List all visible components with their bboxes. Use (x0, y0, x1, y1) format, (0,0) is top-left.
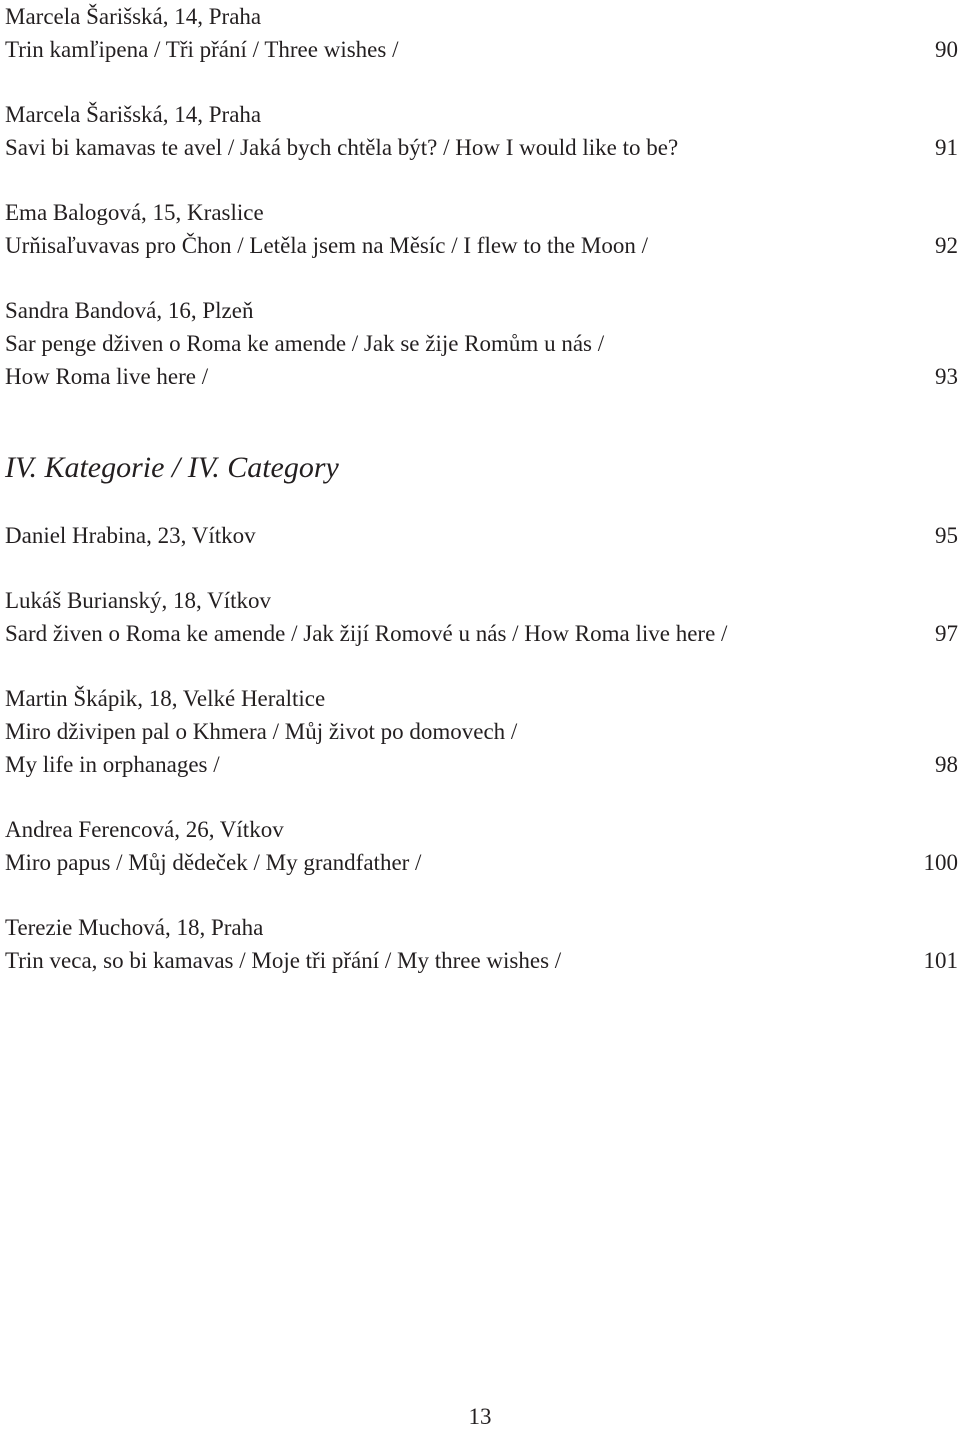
entry-author-line (5, 0, 958, 33)
toc-entry (5, 584, 958, 650)
entry-page-number: 98 (935, 752, 958, 777)
entry-author: Martin Škápik, 18, Velké Heraltice (5, 686, 326, 711)
entry-title-line (5, 846, 958, 879)
entry-author: Daniel Hrabina, 23, Vítkov (5, 523, 256, 548)
entry-page-number: 90 (935, 37, 958, 62)
entry-author: Ema Balogová, 15, Kraslice (5, 200, 264, 225)
entry-title: Trin veca, so bi kamavas / Moje tři přání / My three wishes / (5, 948, 562, 973)
entry-title-line (5, 360, 958, 393)
toc-entry (5, 813, 958, 879)
toc-entry (5, 98, 958, 164)
entry-title: Sard živen o Roma ke amende / Jak žijí Romové u nás / How Roma live here / (5, 621, 728, 646)
entry-page-number: 97 (935, 621, 958, 646)
toc-entry (5, 0, 958, 66)
entry-title-line (5, 33, 958, 66)
entry-author: Marcela Šarišská, 14, Praha (5, 4, 262, 29)
entry-author: Sandra Bandová, 16, Plzeň (5, 298, 254, 323)
entry-author-line (5, 294, 958, 327)
entry-author: Andrea Ferencová, 26, Vítkov (5, 817, 284, 842)
entry-title: Urňisaľuvavas pro Čhon / Letěla jsem na Měsíc / I flew to the Moon / (5, 233, 648, 258)
entry-author: Terezie Muchová, 18, Praha (5, 915, 264, 940)
entry-page-number: 92 (935, 233, 958, 258)
entry-author: Lukáš Buriansk‎ý, 18, Vítkov (5, 588, 271, 613)
entry-author: Marcela Šarišská, 14, Praha (5, 102, 262, 127)
entry-author-line (5, 196, 958, 229)
toc-entry (5, 196, 958, 262)
entry-page-number: 100 (923, 850, 958, 875)
entry-page-number: 101 (923, 948, 958, 973)
entry-title: My life in orphanages / (5, 752, 220, 777)
entry-page-number: 91 (935, 135, 958, 160)
entry-author-line (5, 813, 958, 846)
entry-title-line (5, 131, 958, 164)
toc-entry (5, 911, 958, 977)
entry-title-line (5, 748, 958, 781)
entry-title: Sar penge dživen o Roma ke amende / Jak se žije Romům u nás / (5, 331, 605, 356)
entry-title-line (5, 327, 958, 360)
entry-title: Miro papus / Můj dědeček / My grandfather / (5, 850, 422, 875)
entry-author-line (5, 98, 958, 131)
entry-page-number: 95 (935, 523, 958, 548)
entry-author-line (5, 584, 958, 617)
entry-title: How Roma live here / (5, 364, 209, 389)
entry-author-line (5, 519, 958, 552)
page-number: 13 (468, 1404, 492, 1429)
table-of-contents (5, 0, 958, 977)
entry-title-line (5, 944, 958, 977)
entry-author-line (5, 911, 958, 944)
toc-entry (5, 519, 958, 552)
entry-title-line (5, 715, 958, 748)
entry-page-number: 93 (935, 364, 958, 389)
entry-title-line (5, 229, 958, 262)
toc-entry (5, 682, 958, 781)
entry-title: Miro dživipen pal o Khmera / Můj život po domovech / (5, 719, 518, 744)
entry-title: Trin kamľipena / Tři přání / Three wishes / (5, 37, 399, 62)
category-heading: IV. Kategorie / IV. Category (5, 451, 339, 484)
toc-entry (5, 294, 958, 393)
entry-title-line (5, 617, 958, 650)
entry-author-line (5, 682, 958, 715)
entry-title: Savi bi kamavas te avel / Jaká bych chtěla být? / How I would like to be? (5, 135, 679, 160)
